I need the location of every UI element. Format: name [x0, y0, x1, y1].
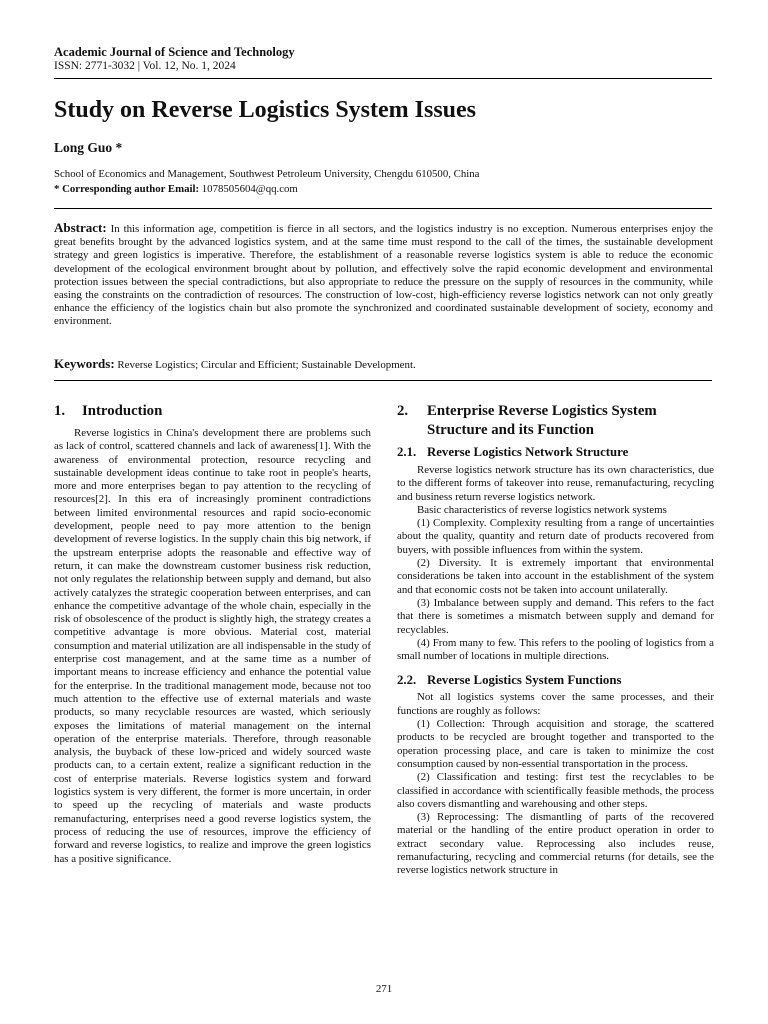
journal-issn: ISSN: 2771-3032 | Vol. 12, No. 1, 2024	[54, 60, 236, 72]
subsection-heading	[397, 444, 714, 460]
section-heading	[397, 402, 714, 440]
page-number: 271	[375, 983, 393, 995]
subsection-title: Reverse Logistics Network Structure	[427, 445, 629, 459]
corresponding-label: * Corresponding author Email:	[54, 183, 200, 195]
paragraph: Basic characteristics of reverse logistics network systems	[417, 503, 667, 516]
subsection-number: 2.1.	[397, 445, 417, 459]
paragraph: Reverse logistics network structure has its own characteristics, due to the different forms of takeover into reuse, remanufacturing, recycling and business return reverse logistics network.	[397, 464, 714, 503]
abstract-top-rule	[54, 208, 712, 209]
author-affiliation: School of Economics and Management, Southwest Petroleum University, Chengdu 610500, China	[54, 168, 480, 180]
corresponding-email[interactable]: 1078505604@qq.com	[201, 183, 298, 195]
subsection-number: 2.2.	[397, 673, 417, 688]
paper-title: Study on Reverse Logistics System Issues	[54, 97, 477, 123]
paragraph: (4) From many to few. This refers to the pooling of logistics from a small number of locations in multiple directions.	[397, 636, 714, 663]
section-number: 2.	[397, 403, 409, 419]
paragraph: (2) Classification and testing: first test the recyclables to be classified in accordance with scientifically feasible methods, the process also covers dismantling and warehousing and other steps.	[397, 771, 714, 810]
section-heading	[54, 402, 371, 421]
corresponding-author	[54, 182, 298, 197]
section-title: Enterprise Reverse Logistics System Structure and its Function	[427, 403, 657, 438]
left-column	[54, 402, 371, 866]
abstract	[54, 221, 713, 329]
keywords-text: Reverse Logistics; Circular and Efficient; Sustainable Development.	[117, 359, 416, 371]
subsection-heading	[397, 672, 714, 688]
paragraph: (1) Complexity. Complexity resulting from a range of uncertainties about the quality, quantity and return date of products recovered from buyers, with possible influences from within the system.	[397, 517, 714, 556]
abstract-bottom-rule	[54, 380, 712, 381]
keywords	[54, 357, 714, 372]
author-name: Long Guo *	[54, 140, 123, 155]
section-number: 1.	[54, 403, 66, 419]
abstract-label: Abstract:	[54, 220, 107, 235]
paragraph: Not all logistics systems cover the same processes, and their functions are roughly as follows:	[397, 691, 714, 717]
journal-name: Academic Journal of Science and Technology	[54, 45, 295, 59]
section-title: Introduction	[82, 403, 163, 419]
paragraph: (1) Collection: Through acquisition and storage, the scattered products to be recycled are brought together and transported to the operation processing place, and care is taken to minimize the cost consumption caused by non-essential transportation in the process.	[397, 718, 714, 770]
keywords-label: Keywords:	[54, 356, 115, 371]
journal-header	[54, 45, 712, 73]
abstract-text: In this information age, competition is fierce in all sectors, and the logistics industry is no exception. Numerous enterprises enjoy the great benefits brought by the advanced logistics system, and at the same time must respond to the call of the times, the sustainable development strategy and green logistics is imperative. Therefore, the establishment of a reasonable reverse logistics system is able to reduce the economic development of the ecological environment brought about by pollution, and effectively solve the rapid economic development and environmental protection issues between the special contradictions, but also appropriate to reduce the pressure on the supply of resources in the community, while easing the constraints on the contradiction of resources. The construction of low-cost, high-efficiency reverse logistics network can not only greatly enhance the efficiency of the logistics chain but also promote the synchronized and coordinated sustainable development of society, economy and environment.	[54, 223, 713, 328]
subsection-title: Reverse Logistics System Functions	[427, 673, 622, 688]
header-rule	[54, 78, 712, 79]
paragraph: (2) Diversity. It is extremely important that environmental considerations be taken into account in the establishment of the system and that economic costs not be taken into account unilaterally.	[397, 557, 714, 596]
paragraph: Reverse logistics in China's development there are problems such as lack of control, scattered channels and lack of awareness[1]. With the awareness of environmental protection, resource recycling and sustainable development ideas continue to take root in people's hearts, more and more enterprises began to pay attention to the recycling of resources[2]. In this era of increasingly prominent contradictions between limited environmental resources and rapid socio-economic development, people need to pay more attention to the benign development of reverse logistics. In the supply chain this big network, if the upstream enterprise adopts the reasonable and effective way of return, it can make the downstream customer business risk reduction, not only regulates the relationship between supply and demand, but also actively catalyzes the strategic cooperation between enterprises, and can enhance the competitive advantage of the whole chain, especially in the risk of obsolescence of the product is slightly high, the strategy creates a competitive advantage is more obvious. Material cost, material consumption and material utilization are all indispensable in the study of enterprise cost management, and at the same time as a number of important means to increase efficiency and enhance the potential value for the enterprise. In the traditional management mode, because not too much attention to the effective use of external materials and waste products, so many recyclable resources are wasted, which seriously exposes the limitations of material management on the internal operation of the enterprise materials. Therefore, through reasonable analysis, the buyback of these low-priced and widely sourced waste products can, to a certain extent, realize a significant reduction in the cost of enterprise materials. Reverse logistics system and forward logistics system is very different, the former is more uncertain, in order to speed up the recycling of materials and waste products remanufacturing, enterprises need a good reverse logistics system, the process of reducing the use of resources, improve the efficiency of forward and reverse logistics, to realize and improve the green logistics has a positive significance.	[54, 427, 371, 865]
paragraph: (3) Reprocessing: The dismantling of parts of the recovered material or the handling of the entire product operation in order to extract secondary value. Reprocessing also includes reuse, remanufacturing, recycling and commercial returns (for details, see the reverse logistics network structure in	[397, 811, 714, 877]
right-column	[397, 402, 714, 878]
paragraph: (3) Imbalance between supply and demand. This refers to the fact that there is sometimes a mismatch between supply and demand for recyclables.	[397, 596, 714, 636]
